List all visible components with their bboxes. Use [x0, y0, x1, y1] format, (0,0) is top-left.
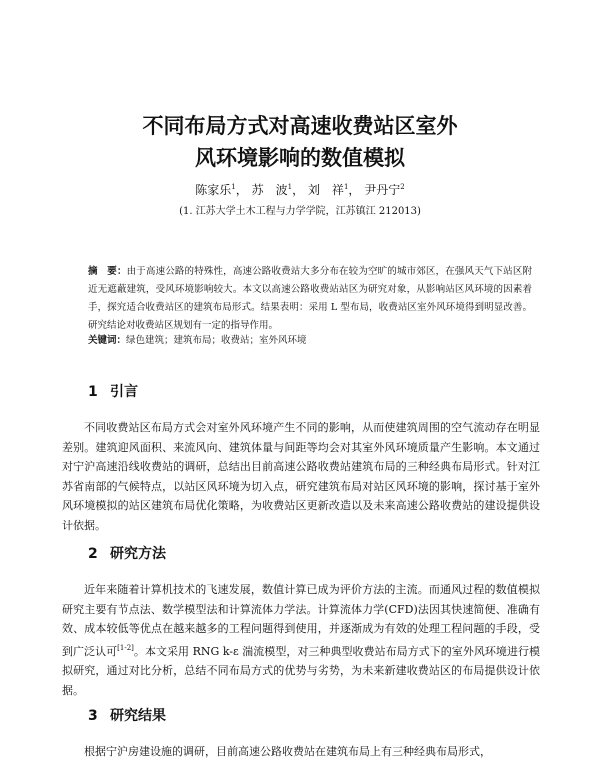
- keywords: [88, 334, 532, 348]
- paper-title-line-2: 风环境影响的数值模拟: [195, 146, 405, 170]
- author-affiliation-mark: 1: [343, 183, 349, 191]
- section-number: 2: [88, 546, 98, 562]
- section-title: 研究结果: [110, 708, 166, 724]
- abstract-label: 摘 要：: [88, 266, 127, 277]
- section-body-text: 。本文采用 RNG k-ε 湍流模型，对三种典型收费站布局方式下的室外风环境进行模拟研究，通过对比分析，总结不同布局方式的优势与劣势，为未来新建收费站区的布局提供设计依据。: [62, 644, 540, 697]
- section-body: [62, 580, 540, 700]
- abstract-text: 由于高速公路的特殊性，高速公路收费站大多分布在较为空旷的城市郊区，在强风天气下站区附近无遮蔽建筑，受风环境影响较大。本文以高速公路收费站站区为研究对象，从影响站区风环境的因素着手，探究适合收费站区的建筑布局形式。结果表明：采用 L 型布局，收费站区室外风环境得到明显改善。研究结论对收费站区规划有一定的指导作用。: [88, 266, 532, 331]
- section-number: 3: [88, 708, 98, 724]
- section-body-text: 近年来随着计算机技术的飞速发展，数值计算已成为评价方法的主流。而通风过程的数值模拟研究主要有节点法、数学模型法和计算流体力学法。计算流体力学(CFD)法因其快速简便、准确有效、成本较低等优点在越来越多的工程问题得到使用，并逐渐成为有效的处理工程问题的手段，受到广泛认可: [62, 583, 540, 658]
- section-heading: [88, 707, 166, 725]
- author-name: 尹丹宁: [364, 183, 401, 197]
- author-affiliation-mark: 2: [400, 183, 405, 191]
- keywords-label: 关键词：: [88, 335, 127, 346]
- paper-title: [0, 110, 600, 174]
- author-name: 陈家乐: [195, 183, 232, 197]
- section-body: 根据宁沪房建设施的调研，目前高速公路收费站在建筑布局上有三种经典布局形式，: [84, 745, 491, 758]
- section-number: 1: [88, 384, 98, 400]
- author-affiliation: (1. 江苏大学土木工程与力学学院，江苏镇江 212013): [179, 206, 421, 217]
- keywords-text: 绿色建筑；建筑布局；收费站；室外风环境: [126, 335, 307, 346]
- author-affiliation-mark: 1: [287, 183, 293, 191]
- section-heading: [88, 383, 138, 401]
- paper-title-line-1: 不同布局方式对高速收费站区室外: [142, 114, 458, 138]
- citation-mark: [1-2]: [117, 643, 134, 652]
- author-list: 陈家乐$^1$， 苏 波$^1$， 刘 祥$^1$， 尹丹宁$^2$: [195, 183, 405, 197]
- author-affiliation-mark: 1: [231, 183, 236, 191]
- section-heading: [88, 545, 166, 563]
- author-name: 苏 波: [251, 183, 288, 197]
- section-title: 引言: [110, 384, 138, 400]
- section-body: 不同收费站区布局方式会对室外风环境产生不同的影响，从而使建筑周围的空气流动存在明显差别。建筑迎风面积、来流风向、建筑体量与间距等均会对其室外风环境质量产生影响。本文通过对宁沪高速沿线收费站的调研，总结出目前高速公路收费站建筑布局的三种经典布局形式。针对江苏省南部的气候特点，以站区风环境为切入点，研究建筑布局对站区风环境的影响，探讨基于室外风环境模拟的站区建筑布局优化策略，为收费站区更新改造以及未来高速公路收费站的建设提供设计依据。: [62, 421, 540, 532]
- author-name: 刘 祥: [307, 183, 344, 197]
- section-title: 研究方法: [110, 546, 166, 562]
- abstract: [88, 263, 532, 335]
